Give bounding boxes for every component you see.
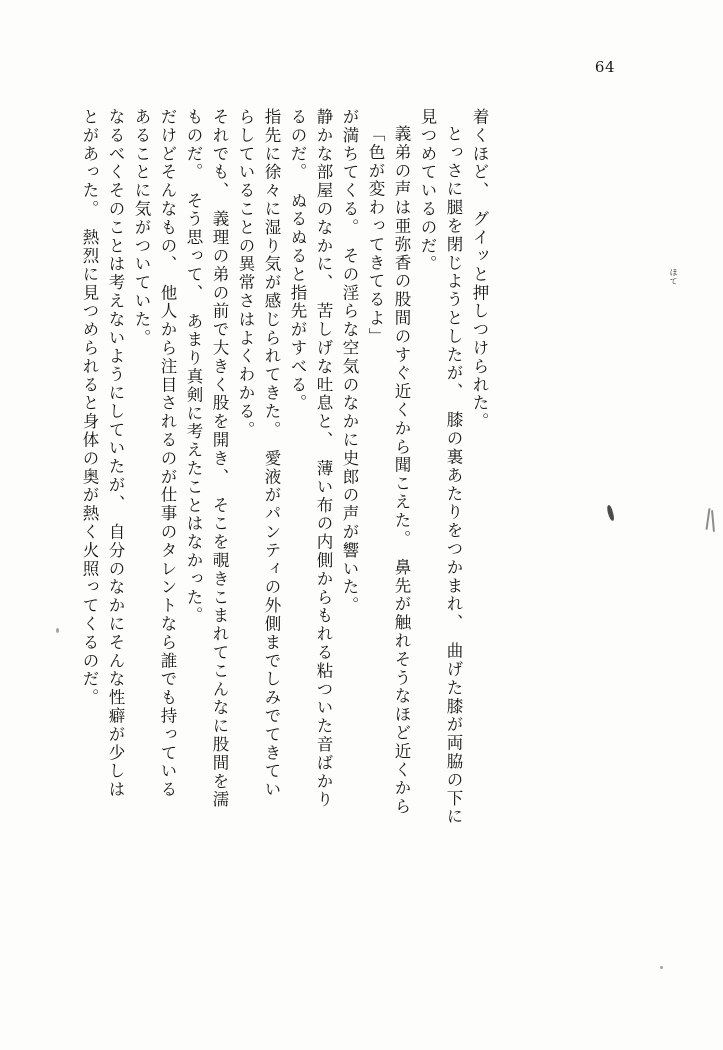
text-column: 指先に徐々に湿り気が感じられてきた。 愛液がパンティの外側までしみでてきてい — [262, 108, 281, 799]
text-column: 義弟の声は亜弥香の股間のすぐ近くから聞こえた。 鼻先が触れそうなほど近くから — [392, 125, 411, 816]
text-column: とがあった。 熱烈に見つめられると身体の奥が熱く火照ってくるのだ。 — [80, 108, 99, 707]
text-column: あることに気がついていた。 — [132, 108, 151, 348]
text-column: 「色が変わってきてるよ」 — [366, 125, 385, 346]
text-column: とっさに腿を閉じようとしたが、 膝の裏あたりをつかまれ、 曲げた膝が両脇の下に — [444, 125, 463, 827]
paper-speck-icon — [56, 628, 59, 633]
text-column: だけどそんなもの、 他人から注目されるのが仕事のタレントなら誰でも持っている — [158, 108, 177, 799]
text-column: 見つめているのだ。 — [418, 108, 437, 274]
text-column: らしていることの異常さはよくわかる。 — [236, 108, 255, 440]
text-column: ものだ。 そう思って、 あまり真剣に考えたことはなかった。 — [184, 108, 203, 626]
paper-speck-icon — [660, 966, 663, 969]
text-column: なるべくそのことは考えないようにしていたが、 自分のなかにそんな性癖が少しは — [106, 108, 125, 799]
ruby-annotation: ほて — [669, 268, 678, 286]
text-column: 静かな部屋のなかに、 苦しげな吐息と、 薄い布の内側からもれる粘ついた音ばかり — [314, 108, 333, 810]
text-column: 着くほど、 グイッと押しつけられた。 — [470, 108, 489, 431]
text-column: が満ちてくる。 その淫らな空気のなかに史郎の声が響いた。 — [340, 108, 359, 615]
text-column: るのだ。 ぬるぬると指先がすべる。 — [288, 108, 307, 413]
text-column: それでも、 義理の弟の前で大きく股を開き、 そこを覗きこまれてこんなに股間を濡 — [210, 108, 229, 810]
vertical-text-body — [71, 108, 631, 988]
ink-mark-icon — [706, 508, 715, 534]
page-number: 64 — [594, 58, 615, 76]
